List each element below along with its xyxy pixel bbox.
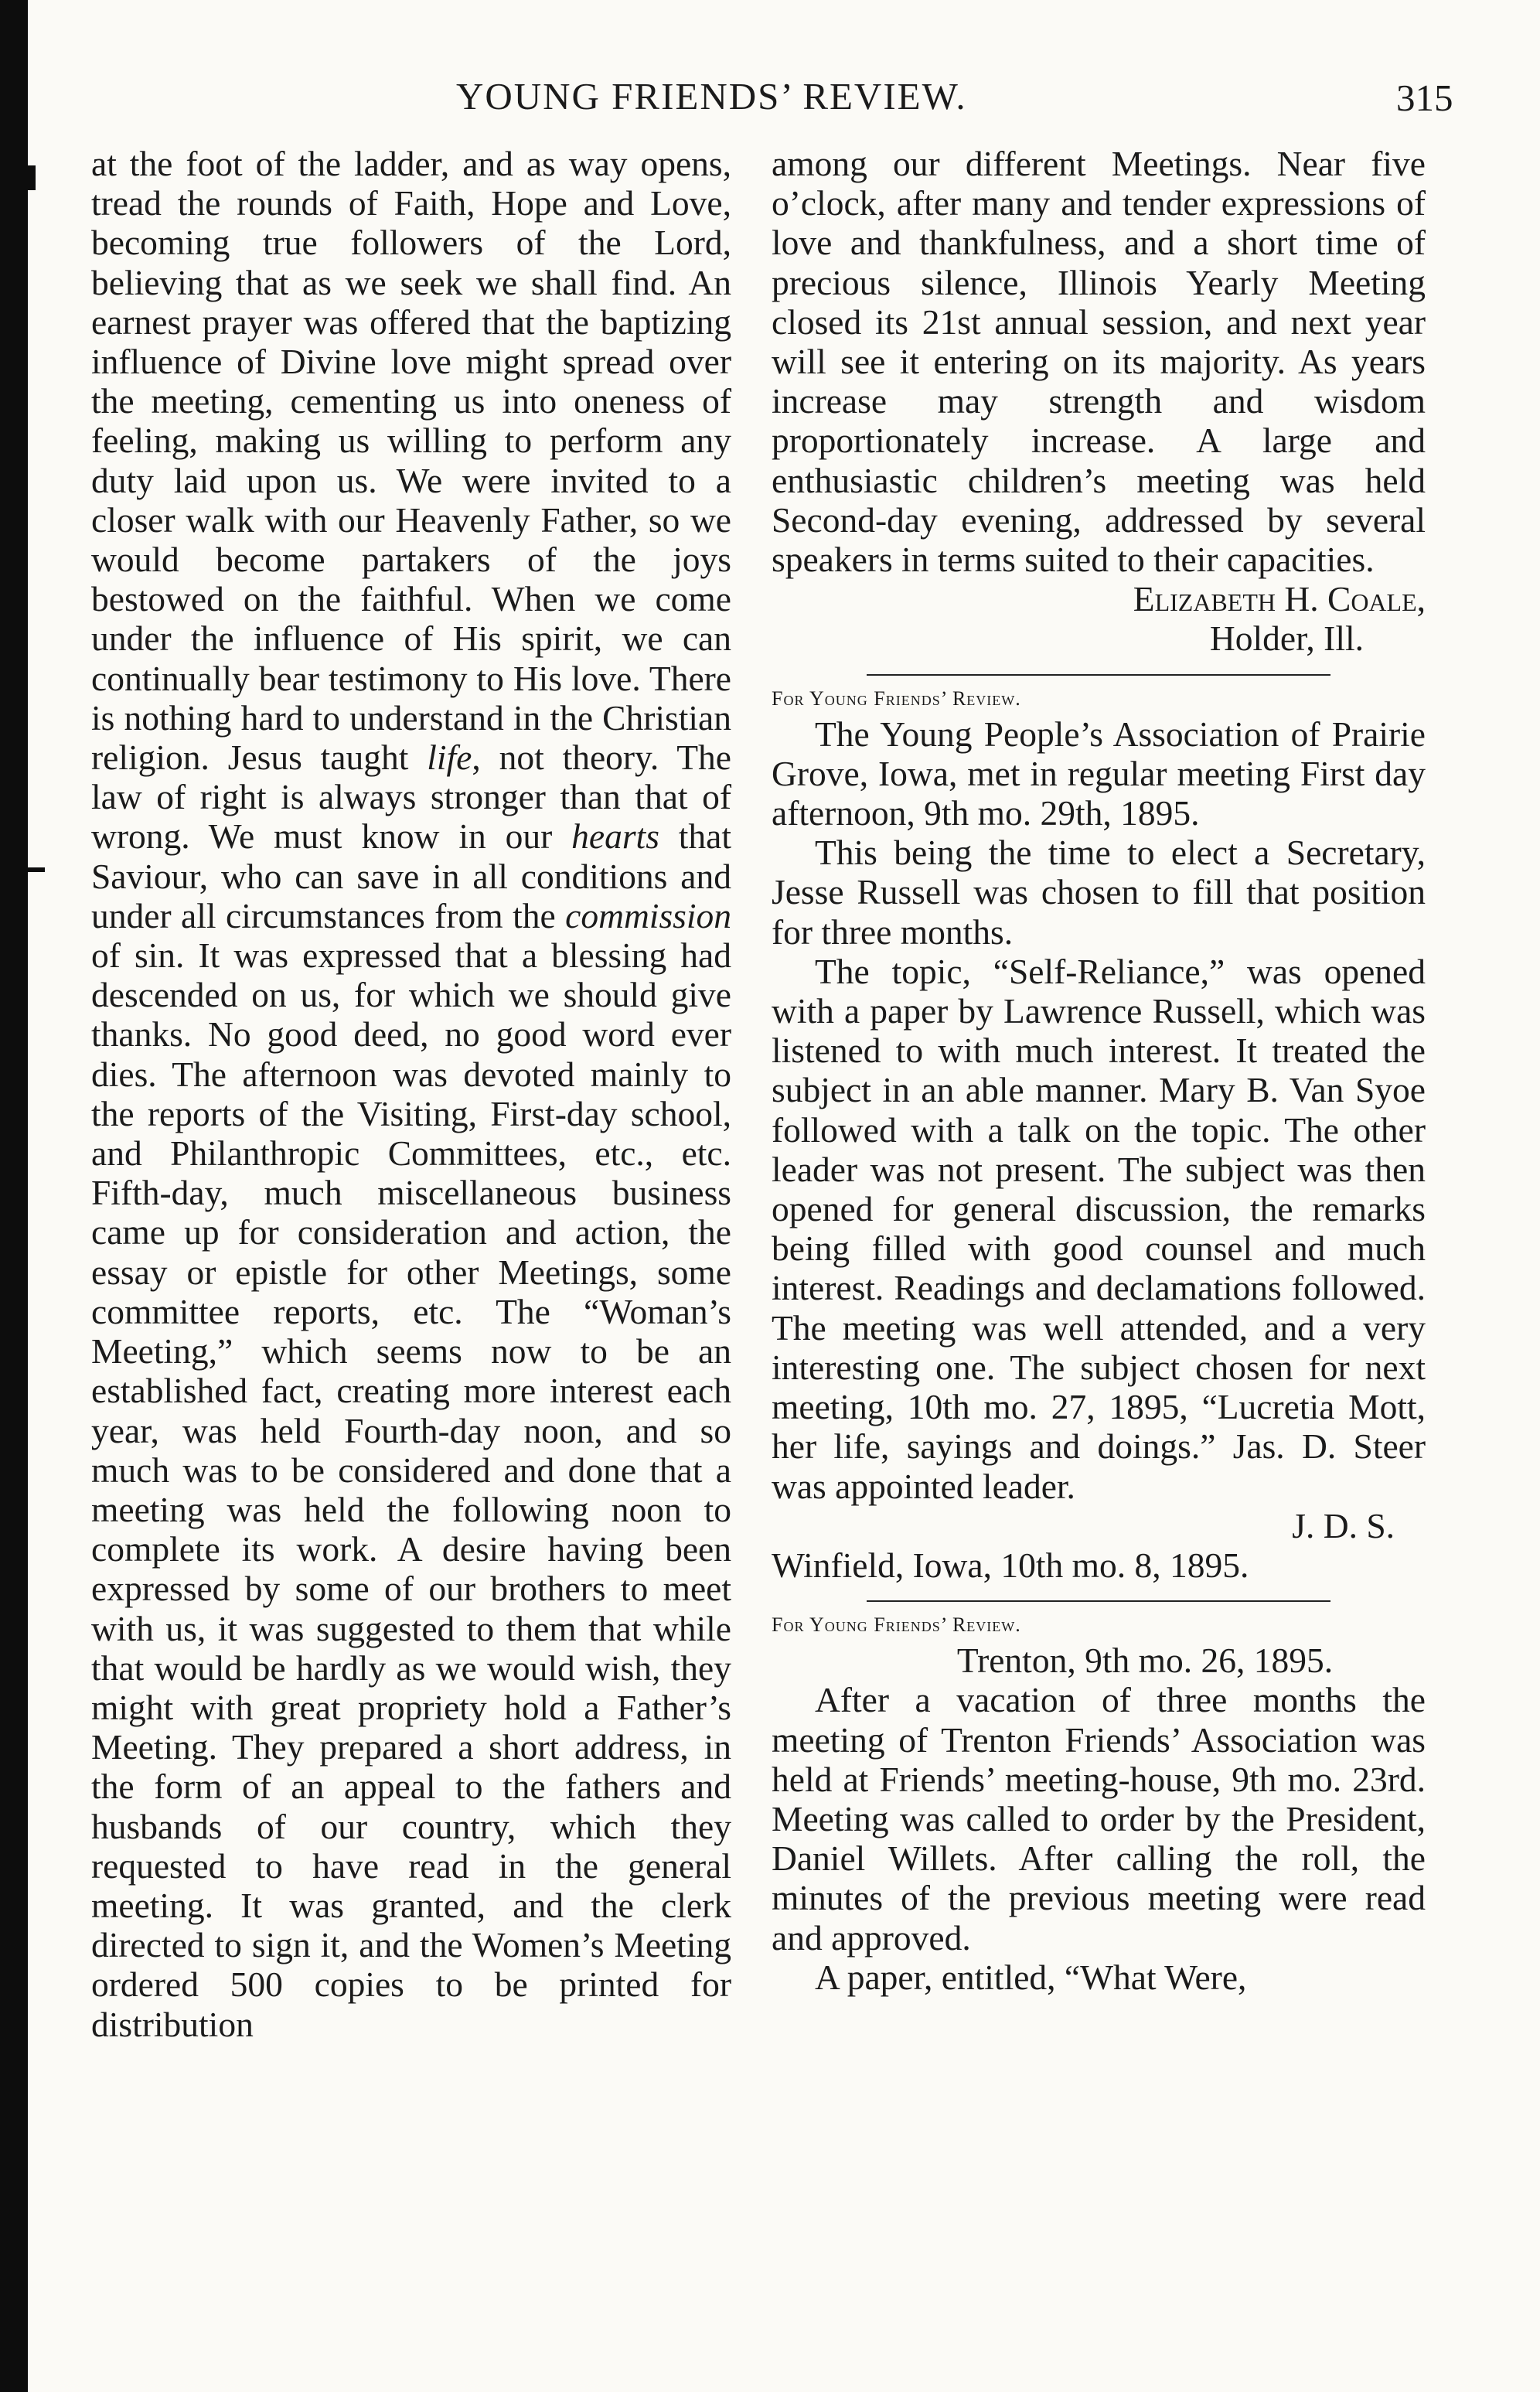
left-column — [91, 144, 731, 2044]
journal-title: YOUNG FRIENDS’ REVIEW. — [456, 75, 967, 118]
dateline: Trenton, 9th mo. 26, 1895. — [956, 1641, 1334, 1681]
running-head — [0, 74, 1540, 128]
paragraph: This being the time to elect a Secretary, Jesse Russell was chosen to fill that position for three months. — [772, 833, 1426, 952]
paragraph: among our different Meetings. Near five o’clock, after many and tender expressions of love and thankfulness, and a short time of precious silence, Illinois Yearly Meeting closed its 21st annual session, and next year will see it entering on its majority. As years increase may strength and wisdom proportionately increase. A large and enthusiastic children’s meeting was held Second-day evening, addressed by several speakers in terms suited to their capacities. — [772, 144, 1426, 580]
section-credit: For Young Friends’ Review. — [772, 687, 1021, 710]
section-divider — [867, 674, 1330, 676]
section-divider — [867, 1600, 1330, 1602]
section-credit: For Young Friends’ Review. — [772, 1613, 1021, 1637]
signature: Elizabeth H. Coale, — [1133, 579, 1426, 619]
paragraph: After a vacation of three months the meeting of Trenton Friends’ Association was held at Friends’ meeting-house, 9th mo. 23rd. Meeting was called to order by the President, Daniel Willets. After calling the roll, the minutes of the previous meeting were read and approved. — [772, 1680, 1426, 1958]
page-number: 315 — [1396, 77, 1453, 119]
paragraph: A paper, entitled, “What Were, — [815, 1957, 1247, 1997]
signature-place: Winfield, Iowa, 10th mo. 8, 1895. — [772, 1545, 1249, 1585]
right-column — [772, 144, 1426, 1997]
signature: J. D. S. — [1292, 1505, 1395, 1545]
signature-place: Holder, Ill. — [1209, 618, 1364, 659]
paragraph: The topic, “Self-Reliance,” was opened with a paper by Lawrence Russell, which was listened to with much interest. It treated the subject in an able manner. Mary B. Van Syoe followed with a talk on the topic. The other leader was not present. The subject was then opened for general discussion, the remarks being filled with good counsel and much interest. Readings and declamations followed. The meeting was well attended, and a very interesting one. The subject chosen for next meeting, 10th mo. 27, 1895, “Lucretia Mott, her life, sayings and doings.” Jas. D. Steer was appointed leader. — [772, 951, 1426, 1506]
scan-edge — [0, 0, 28, 2392]
scan-mark — [28, 867, 45, 872]
paragraph: The Young People’s Association of Prairie Grove, Iowa, met in regular meeting First day afternoon, 9th mo. 29th, 1895. — [772, 714, 1426, 833]
article-continuation: at the foot of the ladder, and as way opens, tread the rounds of Faith, Hope and Love, becoming true followers of the Lord, believing that as we seek we shall find. An earnest prayer was offered that the baptizing influence of Divine love might spread over the meeting, cementing us into oneness of feeling, making us willing to perform any duty laid upon us. We were invited to a closer walk with our Heavenly Father, so we would become partakers of the joys bestowed on the faithful. When we come under the influence of His spirit, we can continually bear testimony to His love. There is nothing hard to understand in the Christian religion. Jesus taught life, not theory. The law of right is always stronger than that of wrong. We must know in our hearts that Saviour, who can save in all conditions and under all circumstances from the commission of sin. It was expressed that a blessing had descended on us, for which we should give thanks. No good deed, no good word ever dies. The afternoon was devoted mainly to the reports of the Visiting, First-day school, and Philanthropic Committees, etc., etc. Fifth-day, much miscellaneous business came up for consideration and action, the essay or epistle for other Meetings, some committee reports, etc. The “Woman’s Meeting,” which seems now to be an established fact, creating more interest each year, was held Fourth-day noon, and so much was to be considered and done that a meeting was held the following noon to complete its work. A desire having been expressed by some of our brothers to meet with us, it was suggested to them that while that would be hardly as we would wish, they might with great propriety hold a Father’s Meeting. They prepared a short address, in the form of an appeal to the fathers and husbands of our country, which they requested to have read in the general meeting. It was granted, and the clerk directed to sign it, and the Women’s Meeting ordered 500 copies to be printed for distribution — [91, 144, 732, 2044]
scan-mark — [28, 165, 36, 190]
